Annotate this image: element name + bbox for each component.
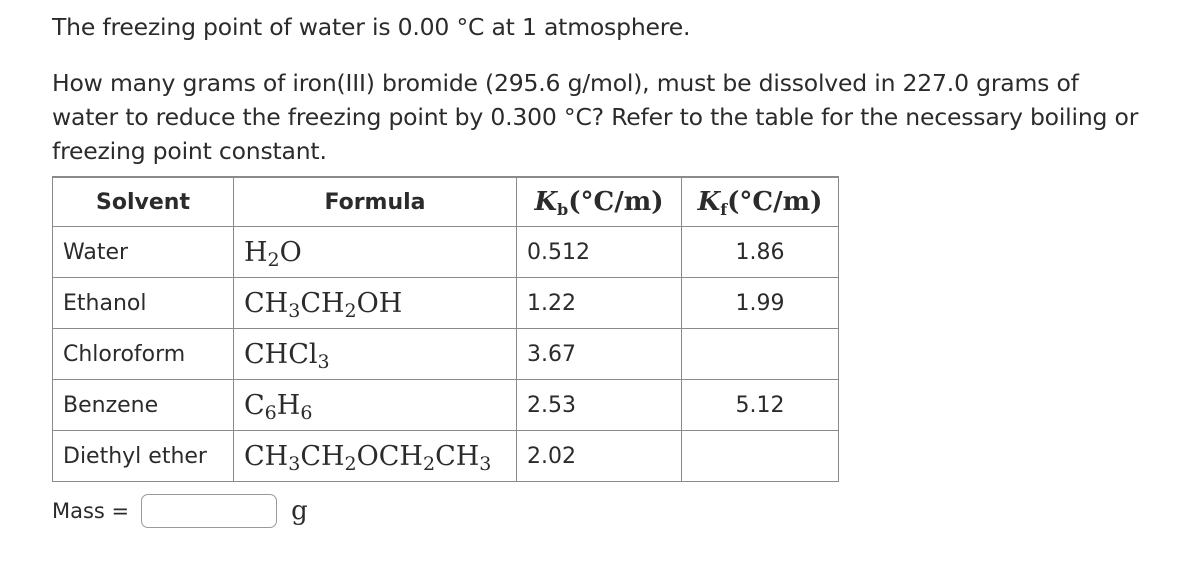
- table-row: [53, 380, 839, 431]
- question-intro: The freezing point of water is 0.00 °C at 1 atmosphere.: [52, 13, 691, 41]
- formula-subscript: 2: [344, 299, 357, 322]
- header-kf-units: (°C/m): [727, 187, 823, 217]
- mass-input[interactable]: [141, 494, 277, 528]
- table-row: [53, 227, 839, 278]
- solvent-cell: Chloroform: [53, 329, 234, 380]
- mass-label: Mass =: [52, 499, 130, 523]
- formula-text: H: [244, 236, 268, 268]
- kf-cell: 5.12: [682, 380, 839, 431]
- formula-subscript: 3: [288, 299, 301, 322]
- formula-text: CH: [300, 287, 345, 319]
- header-kb-units: (°C/m): [568, 187, 664, 217]
- kf-cell: 1.99: [682, 278, 839, 329]
- header-kf-symbol: K: [697, 187, 721, 217]
- header-solvent: Solvent: [53, 177, 234, 227]
- kb-cell: 1.22: [517, 278, 682, 329]
- formula-cell: [234, 431, 517, 482]
- table-row: [53, 431, 839, 482]
- formula-subscript: 2: [422, 452, 436, 475]
- kf-cell: [682, 329, 839, 380]
- formula-subscript: 2: [267, 248, 280, 271]
- header-kf-sub: f: [720, 200, 728, 219]
- formula-text: OH: [356, 287, 403, 319]
- header-kb-sub: b: [557, 200, 569, 219]
- kb-cell: 3.67: [517, 329, 682, 380]
- table-row: [53, 278, 839, 329]
- formula-text: CHCl: [244, 338, 318, 370]
- kf-cell: [682, 431, 839, 482]
- table-header-row: [53, 177, 839, 227]
- formula-text: CH: [435, 440, 480, 472]
- header-kb-symbol: K: [534, 187, 558, 217]
- formula-cell: [234, 278, 517, 329]
- formula-text: CH: [300, 440, 345, 472]
- formula-text: O: [279, 236, 302, 268]
- formula-text: C: [244, 389, 265, 421]
- formula-subscript: 3: [317, 350, 330, 373]
- solvent-cell: Benzene: [53, 380, 234, 431]
- question-text: [52, 8, 1172, 168]
- question-prompt: How many grams of iron(III) bromide (295.6 g/mol), must be dissolved in 227.0 grams of water to reduce the freezing point by 0.300 °C? Refer to the table for the necessary boiling or freezing point constant.: [52, 69, 1139, 165]
- constants-table: [52, 176, 839, 482]
- mass-unit: g: [291, 496, 308, 526]
- formula-subscript: 3: [479, 452, 492, 475]
- formula-subscript: 2: [344, 452, 357, 475]
- header-kb: [517, 177, 682, 227]
- kf-cell: 1.86: [682, 227, 839, 278]
- kb-cell: 0.512: [517, 227, 682, 278]
- kb-cell: 2.02: [517, 431, 682, 482]
- formula-cell: [234, 227, 517, 278]
- kb-cell: 2.53: [517, 380, 682, 431]
- table-row: [53, 329, 839, 380]
- formula-text: CH: [244, 440, 289, 472]
- solvent-cell: Diethyl ether: [53, 431, 234, 482]
- answer-row: [52, 494, 308, 528]
- formula-text: OCH: [356, 440, 423, 472]
- formula-subscript: 6: [300, 401, 313, 424]
- formula-cell: [234, 380, 517, 431]
- formula-cell: [234, 329, 517, 380]
- formula-text: H: [276, 389, 301, 421]
- solvent-cell: Ethanol: [53, 278, 234, 329]
- formula-subscript: 6: [264, 401, 277, 424]
- header-formula: Formula: [234, 177, 517, 227]
- formula-subscript: 3: [288, 452, 301, 475]
- solvent-cell: Water: [53, 227, 234, 278]
- formula-text: CH: [244, 287, 289, 319]
- header-kf: [682, 177, 839, 227]
